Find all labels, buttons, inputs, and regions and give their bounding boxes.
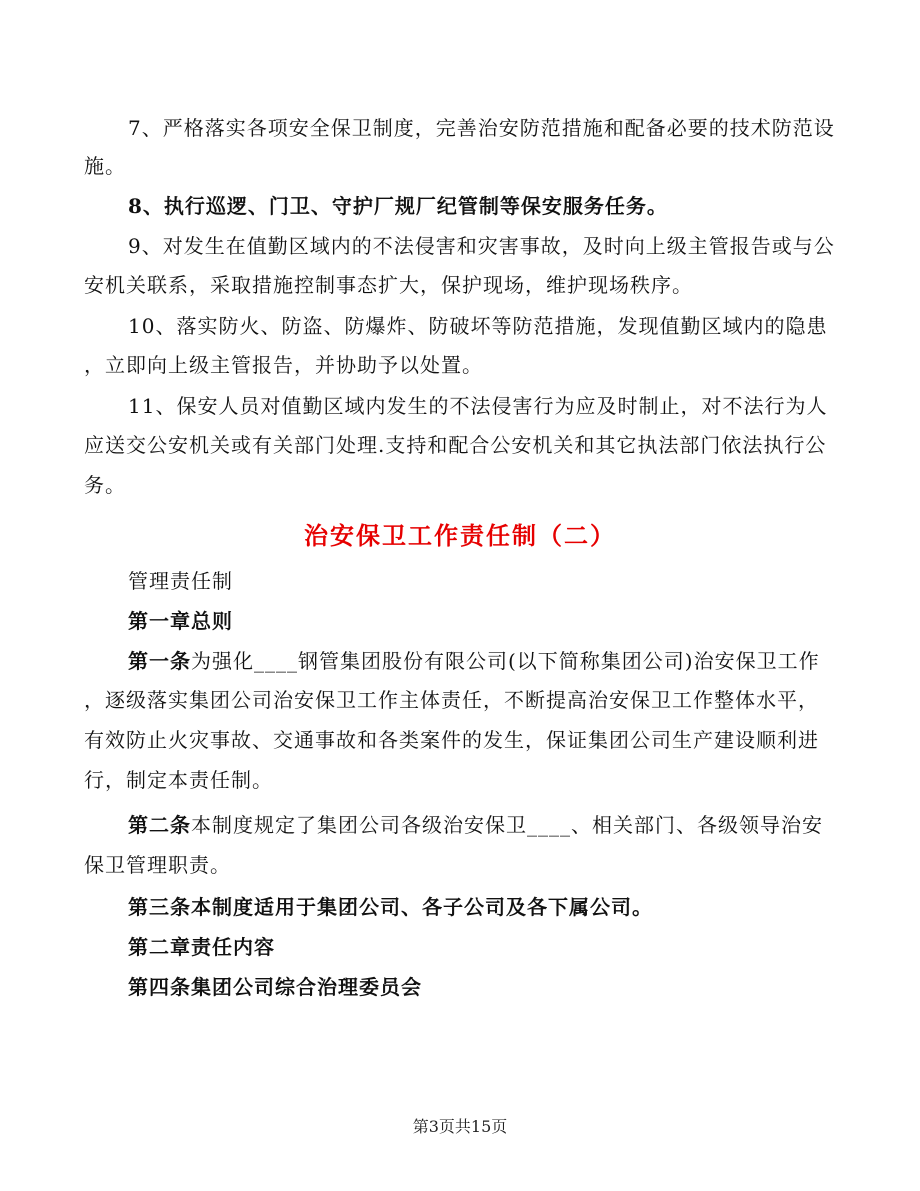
section-title: 治安保卫工作责任制（二）	[304, 521, 616, 550]
article-2-line-2: 保卫管理职责。	[84, 853, 231, 877]
article-3: 第三条本制度适用于集团公司、各子公司及各下属公司。	[128, 895, 653, 919]
article-2-label: 第二条	[128, 813, 191, 837]
paragraph-8: 8、执行巡逻、门卫、守护厂规厂纪管制等保安服务任务。	[128, 194, 668, 218]
paragraph-11-line-1: 11、保安人员对值勤区域内发生的不法侵害行为应及时制止，对不法行为人	[128, 394, 828, 418]
chapter-2-heading: 第二章责任内容	[128, 935, 275, 959]
article-1-line-1	[128, 647, 820, 675]
article-1-text: 为强化____钢管集团股份有限公司(以下简称集团公司)治安保卫工作	[191, 649, 820, 673]
article-1-label: 第一条	[128, 649, 191, 673]
article-2-text: 本制度规定了集团公司各级治安保卫____、相关部门、各级领导治安	[191, 813, 823, 837]
section-subtitle: 管理责任制	[128, 569, 233, 593]
article-1-line-2: ，逐级落实集团公司治安保卫工作主体责任，不断提高治安保卫工作整体水平，	[84, 688, 819, 712]
paragraph-9-line-2: 安机关联系，采取措施控制事态扩大，保护现场，维护现场秩序。	[84, 273, 693, 297]
article-4: 第四条集团公司综合治理委员会	[128, 975, 422, 999]
paragraph-11-line-2: 应送交公安机关或有关部门处理.支持和配合公安机关和其它执法部门依法执行公	[84, 433, 827, 457]
paragraph-10-line-1: 10、落实防火、防盗、防爆炸、防破坏等防范措施，发现值勤区域内的隐患	[128, 314, 828, 338]
page-number-footer: 第3页共15页	[412, 1117, 508, 1136]
article-1-line-3: 有效防止火灾事故、交通事故和各类案件的发生，保证集团公司生产建设顺利进	[84, 728, 819, 752]
paragraph-7-line-1: 7、严格落实各项安全保卫制度，完善治安防范措施和配备必要的技术防范设	[128, 116, 835, 140]
paragraph-10-line-2: ，立即向上级主管报告，并协助予以处置。	[84, 353, 483, 377]
paragraph-9-line-1: 9、对发生在值勤区域内的不法侵害和灾害事故，及时向上级主管报告或与公	[128, 234, 835, 258]
paragraph-11-line-3: 务。	[84, 473, 126, 497]
chapter-1-heading: 第一章总则	[128, 609, 233, 633]
article-1-line-4: 行，制定本责任制。	[84, 768, 273, 792]
article-2-line-1	[128, 811, 823, 839]
paragraph-7-line-2: 施。	[84, 154, 126, 178]
